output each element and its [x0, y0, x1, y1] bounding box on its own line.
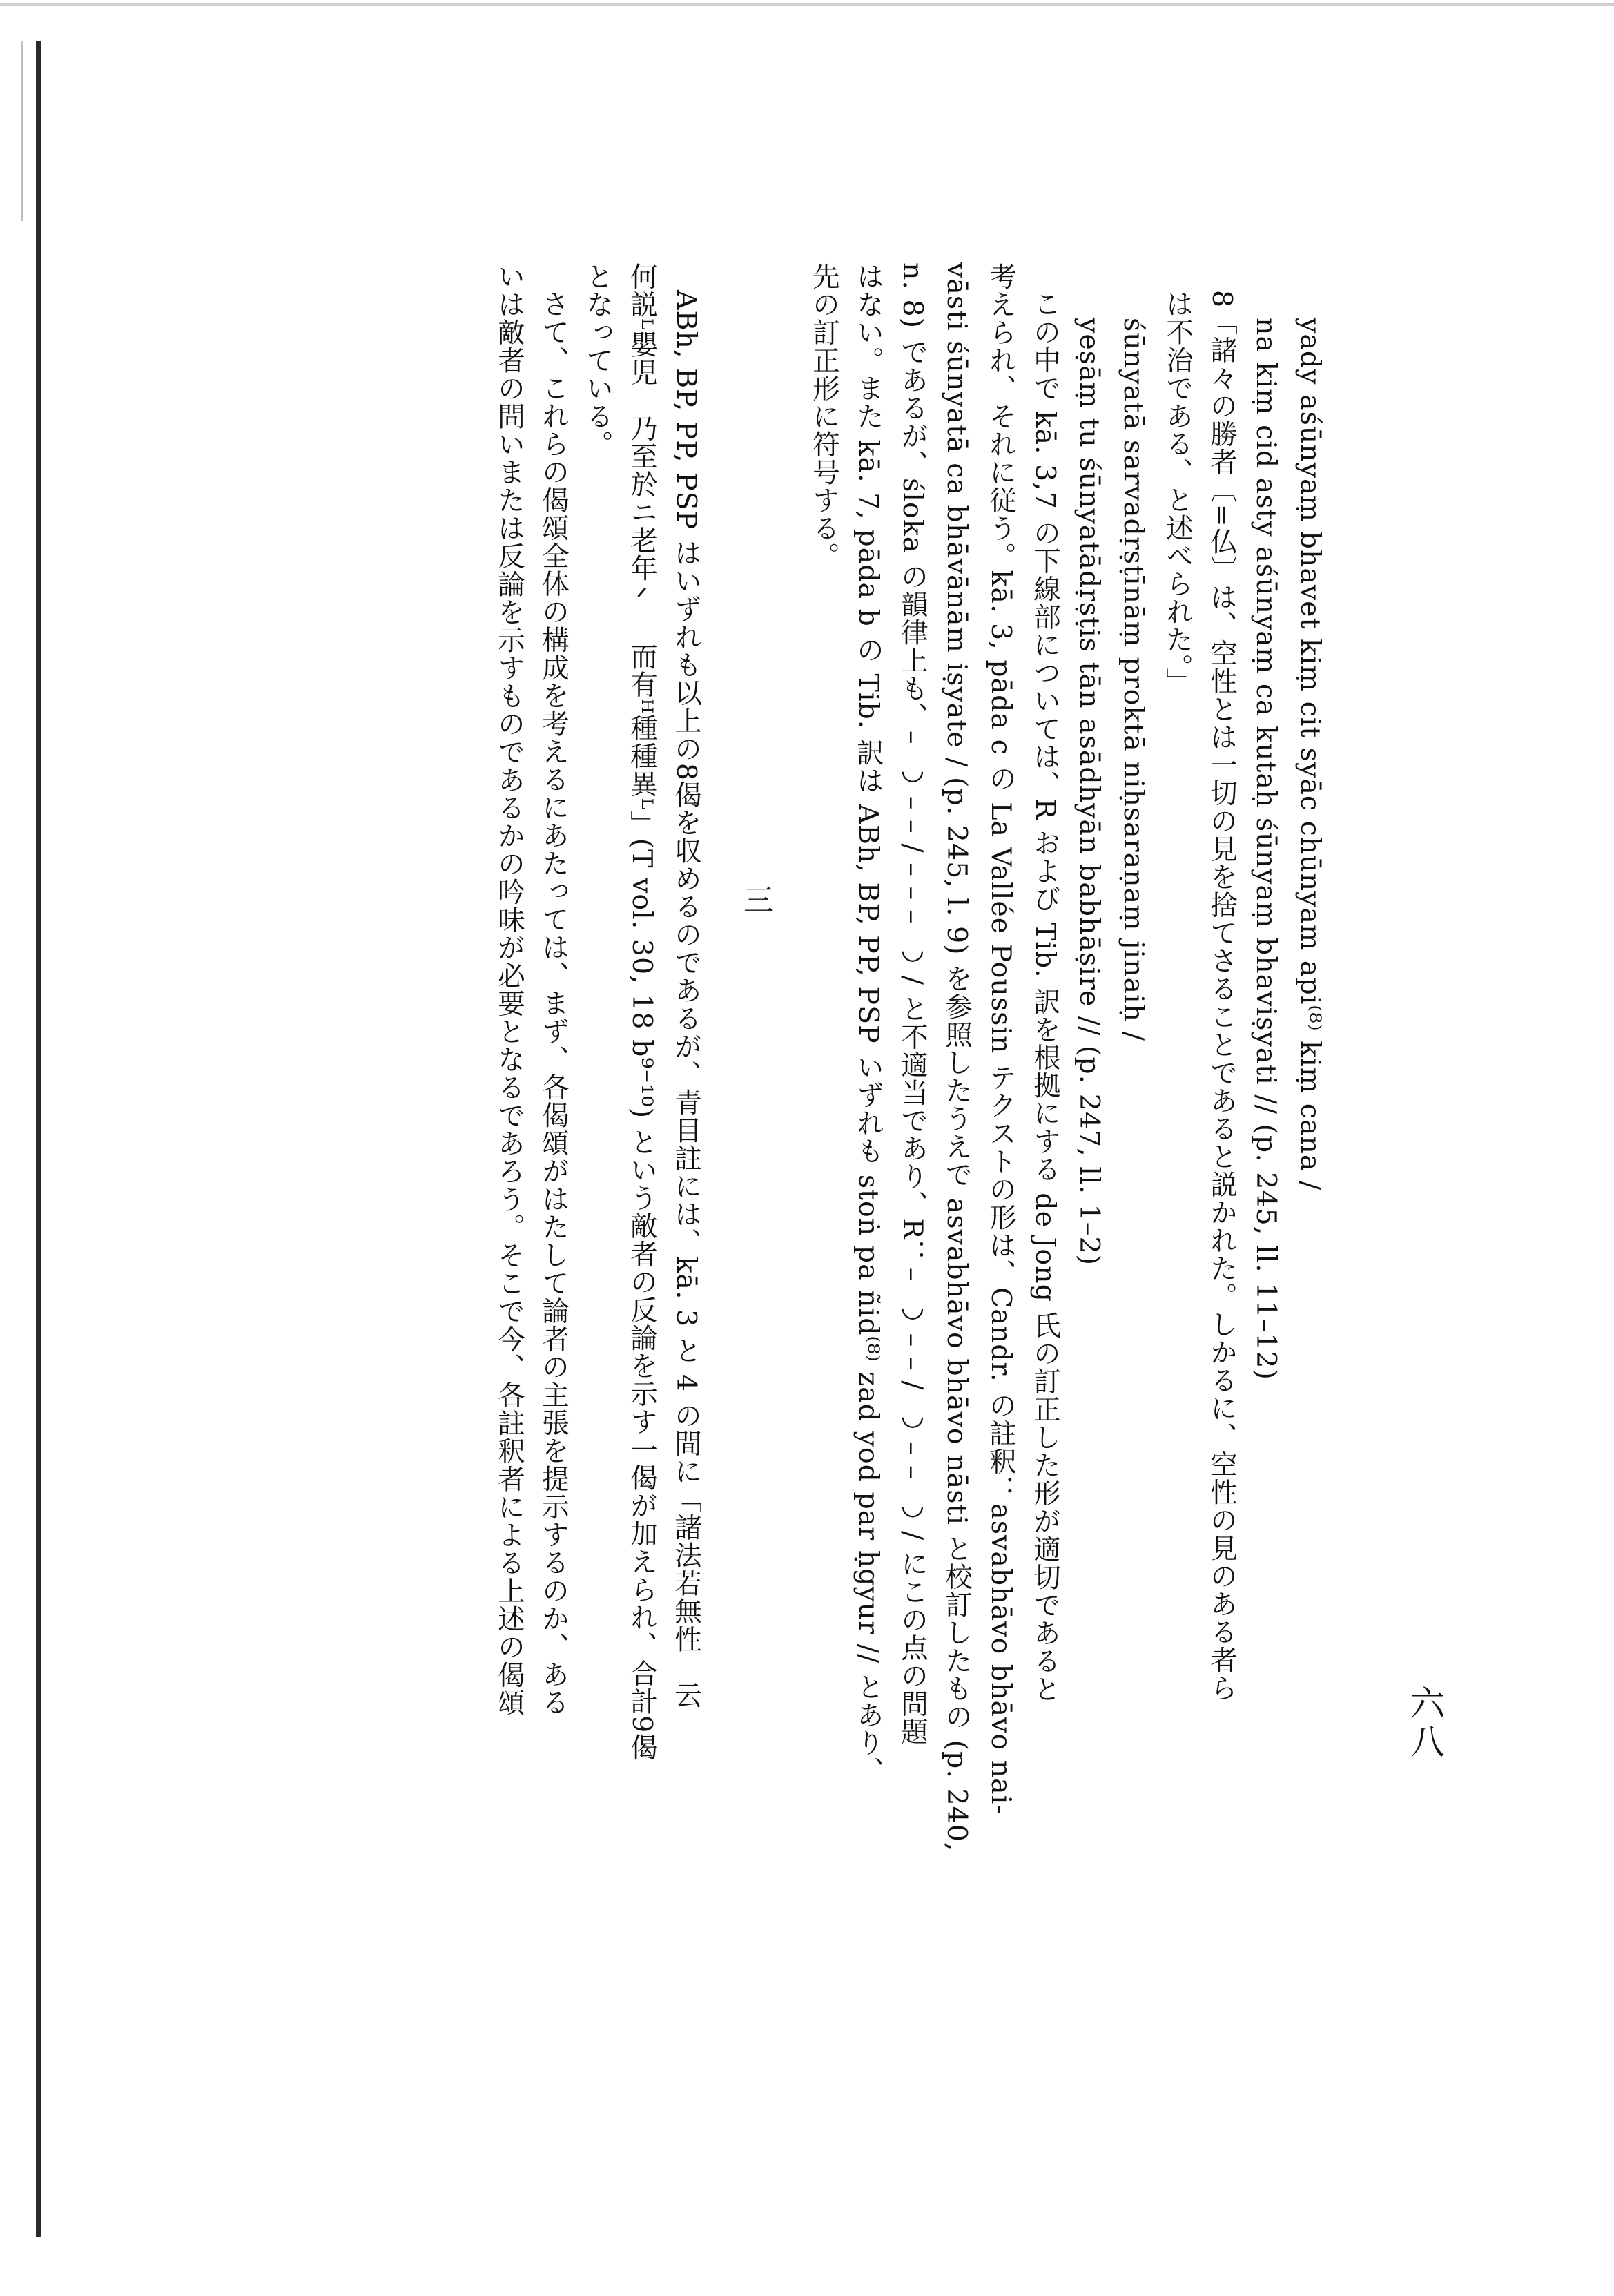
verse-line: yady aśūnyaṃ bhavet kiṃ cit syāc chūnyam api⁽⁸⁾ kiṃ cana / [1294, 318, 1326, 1191]
paragraph-line: いは敵者の問いまたは反論を示すものであるかの吟味が必要となるであろう。そこで今、各註釈者による上述の偈頌 [494, 262, 525, 1717]
paragraph-line: n. 8) であるが、śloka の韻律上も、– ◡ – – / – – – ◡ / と不適当であり、R：– ◡ – – / ◡ – – ◡ / にこの点の問題 [897, 262, 928, 1746]
paragraph-line: 考えられ、それに従う。kā. 3, pāda c の La Vallée Poussin テクストの形は、Candr. の註釈：asvabhāvo bhāvo nai- [985, 262, 1017, 1815]
paragraph-line: となっている。 [582, 262, 614, 459]
section-heading: 三 [738, 884, 773, 915]
scan-binding-edge [36, 41, 41, 2237]
verse-line: yeṣāṃ tu śūnyatādṛṣṭis tān asādhyān babhāṣire // (p. 247, ll. 1–2) [1073, 318, 1105, 1266]
page-number: 六八 [1405, 1685, 1445, 1762]
scan-binding-shadow [21, 41, 23, 221]
paragraph-line: ABh, BP, PP, PSP はいずれも以上の8偈を収めるのであるが、青目註には、kā. 3 と 4 の間に「諸法若無性 云 [670, 290, 702, 1710]
translation-line: は不治である、と述べられた。」 [1162, 290, 1194, 696]
paragraph-line: さて、これらの偈頌全体の構成を考えるにあたっては、まず、各偈頌がはたして論者の主張を提示するのか、ある [538, 290, 570, 1717]
verse-line: na kiṃ cid asty aśūnyaṃ ca kutaḥ śūnyaṃ bhaviṣyati // (p. 245, ll. 11–12) [1250, 318, 1282, 1380]
paragraph-line: この中で kā. 3,7 の下線部については、R および Tib. 訳を根拠にする de Jong 氏の訂正した形が適切であると [1029, 290, 1061, 1704]
paragraph-line: vāsti śūnyatā ca bhāvānām iṣyate / (p. 245, l. 9) を参照したうえで asvabhāvo bhāvo nāsti と校訂したもの (p. 240, [941, 262, 973, 1852]
paragraph-line: 先の訂正形に符号する。 [808, 262, 840, 570]
translation-line: 8「諸々の勝者〔=仏〕は、空性とは一切の見を捨てさることであると説かれた。しかるに、空性の見のある者ら [1206, 290, 1238, 1702]
paragraph-line: 何説ᴸ嬰児 乃至於ニ老年ᐟ 而有ᴴ種種異ᴸ」(T vol. 30, 18 b⁹⁻¹⁰) という敵者の反論を示す一偈が加えられ、合計9偈 [626, 262, 658, 1762]
paragraph-line: はない。また kā. 7, pāda b の Tib. 訳は ABh, BP, PP, PSP いずれも stoṅ pa ñid⁽⁸⁾ zad yod par ḥgyur // とあり、 [853, 262, 884, 1785]
verse-line: śūnyatā sarvadṛṣṭīnāṃ proktā niḥsaraṇaṃ jinaiḥ / [1118, 318, 1149, 1041]
main-text [200, 262, 1332, 2030]
scan-top-edge [0, 3, 1614, 6]
